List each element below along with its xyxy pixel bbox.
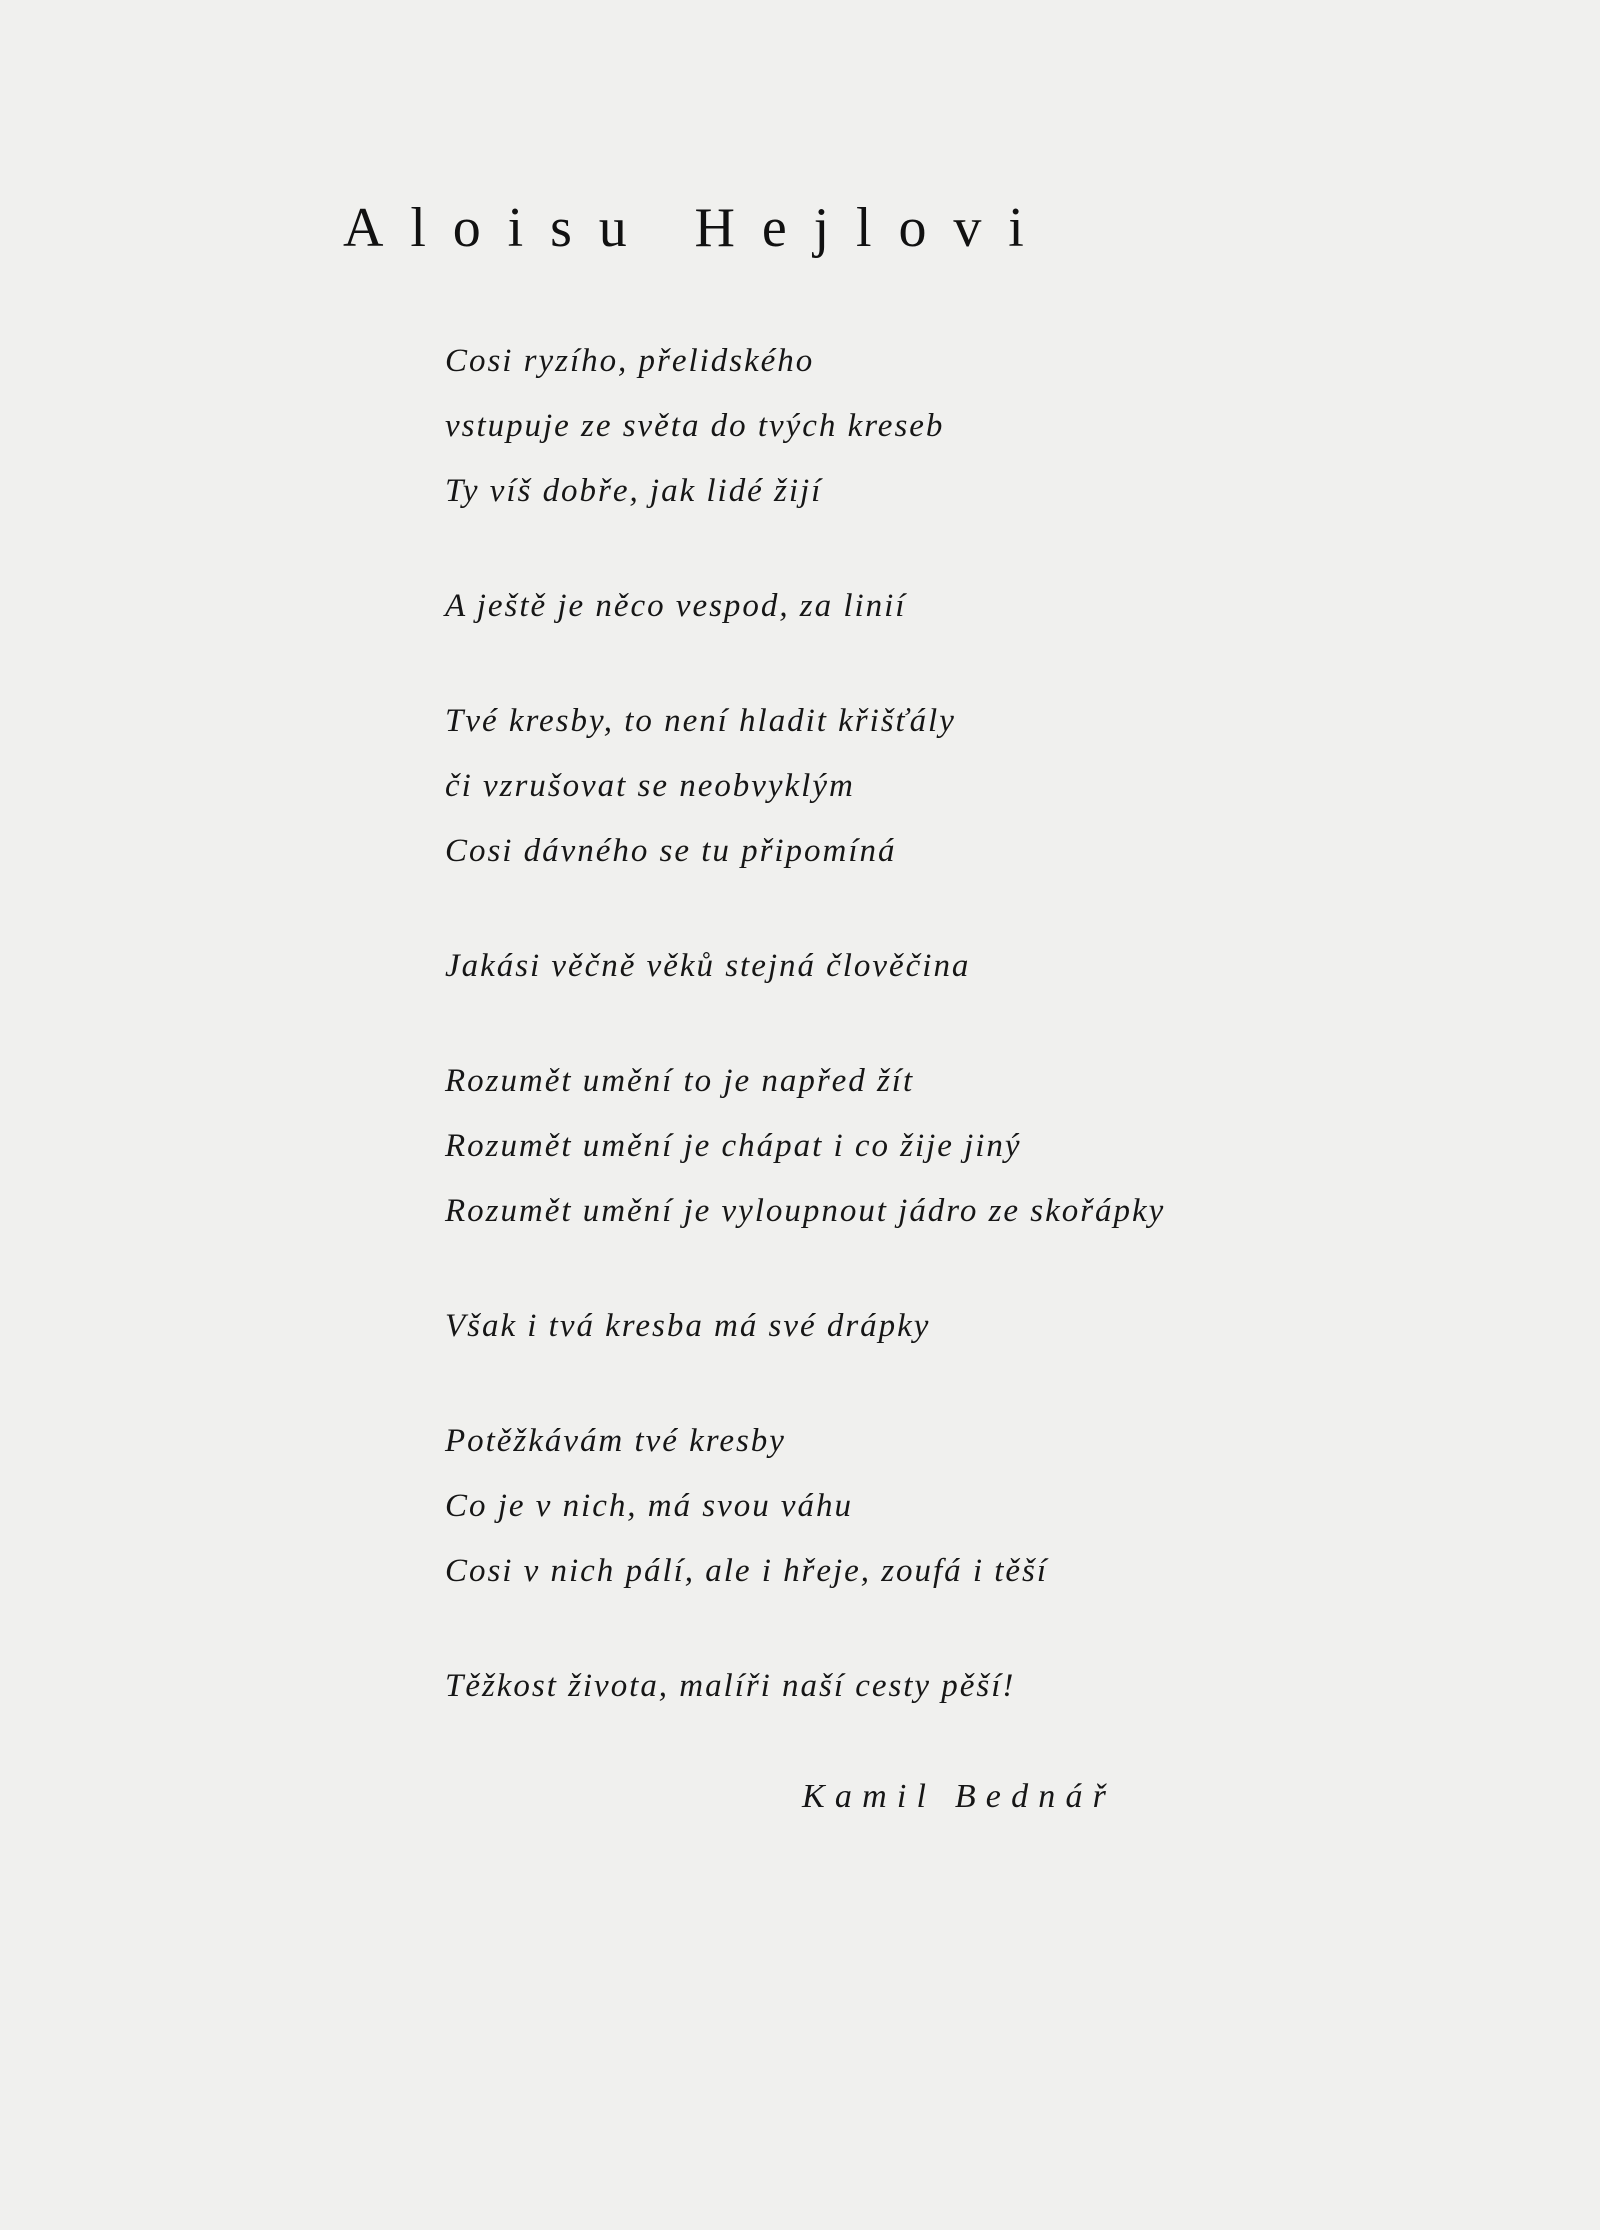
poem-line: vstupuje ze světa do tvých kreseb bbox=[445, 408, 945, 444]
poem-title: Aloisu Hejlovi bbox=[343, 197, 1051, 259]
poem-line: Těžkost života, malíři naší cesty pěší! bbox=[445, 1668, 1016, 1704]
poem-line: Tvé kresby, to není hladit křišťály bbox=[445, 703, 956, 739]
poem-line: Jakási věčně věků stejná člověčina bbox=[445, 948, 971, 984]
poem-line: Rozumět umění je chápat i co žije jiný bbox=[445, 1128, 1022, 1164]
poem-line: Cosi dávného se tu připomíná bbox=[445, 833, 897, 869]
poem-line: Však i tvá kresba má své drápky bbox=[445, 1308, 931, 1344]
poem-line: A ještě je něco vespod, za linií bbox=[445, 588, 907, 624]
poem-line: Cosi v nich pálí, ale i hřeje, zoufá i těší bbox=[445, 1553, 1049, 1589]
poem-line: Potěžkávám tvé kresby bbox=[445, 1423, 786, 1459]
author-signature: Kamil Bednář bbox=[802, 1778, 1117, 1815]
poem-line: Rozumět umění je vyloupnout jádro ze skořápky bbox=[445, 1193, 1166, 1229]
poem-line: či vzrušovat se neobvyklým bbox=[445, 768, 855, 804]
poem-line: Ty víš dobře, jak lidé žijí bbox=[445, 473, 823, 509]
poem-line: Co je v nich, má svou váhu bbox=[445, 1488, 853, 1524]
poem-line: Cosi ryzího, přelidského bbox=[445, 343, 815, 379]
poem-line: Rozumět umění to je napřed žít bbox=[445, 1063, 915, 1099]
